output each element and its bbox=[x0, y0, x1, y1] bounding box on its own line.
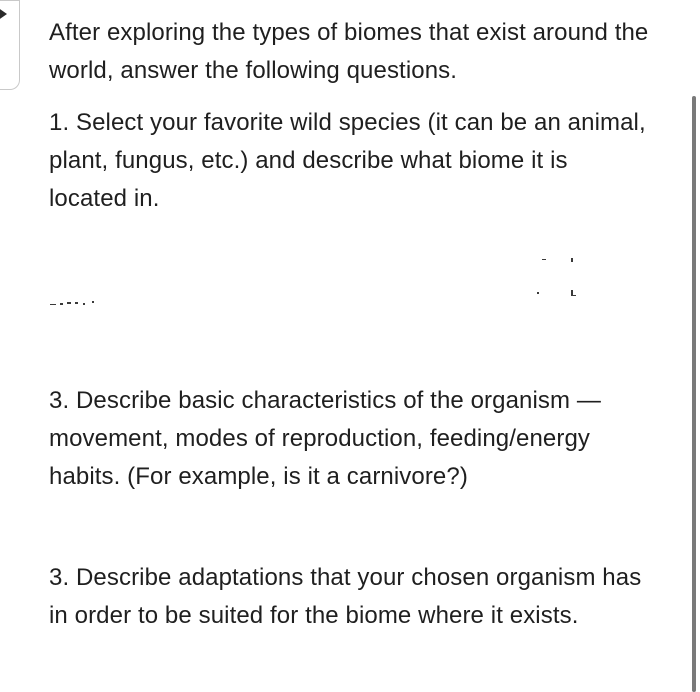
question-1: 1. Select your favorite wild species (it can be an animal, plant, fungus, etc.) and describe what biome it is located in. bbox=[49, 109, 646, 212]
scan-artifact bbox=[83, 303, 85, 305]
collapse-tab[interactable] bbox=[0, 0, 20, 90]
play-triangle-icon[interactable] bbox=[0, 7, 7, 21]
scan-artifact bbox=[75, 302, 78, 304]
question-3-adaptations: 3. Describe adaptations that your chosen organism has in order to be suited for the biome where it exists. bbox=[49, 564, 642, 629]
question-3-characteristics: 3. Describe basic characteristics of the organism — movement, modes of reproduction, feeding/energy habits. (For example, is it a carnivore?) bbox=[49, 387, 601, 490]
scrollbar[interactable] bbox=[692, 96, 696, 692]
scan-artifact bbox=[50, 304, 56, 305]
scan-artifact bbox=[571, 258, 573, 262]
scan-artifact bbox=[542, 259, 546, 260]
scan-artifact bbox=[537, 292, 539, 294]
scan-artifact bbox=[60, 303, 63, 305]
intro-paragraph: After exploring the types of biomes that exist around the world, answer the following questions. bbox=[49, 19, 649, 84]
scan-artifact bbox=[92, 301, 94, 303]
scan-artifact bbox=[67, 302, 71, 304]
scan-artifact bbox=[571, 295, 576, 296]
